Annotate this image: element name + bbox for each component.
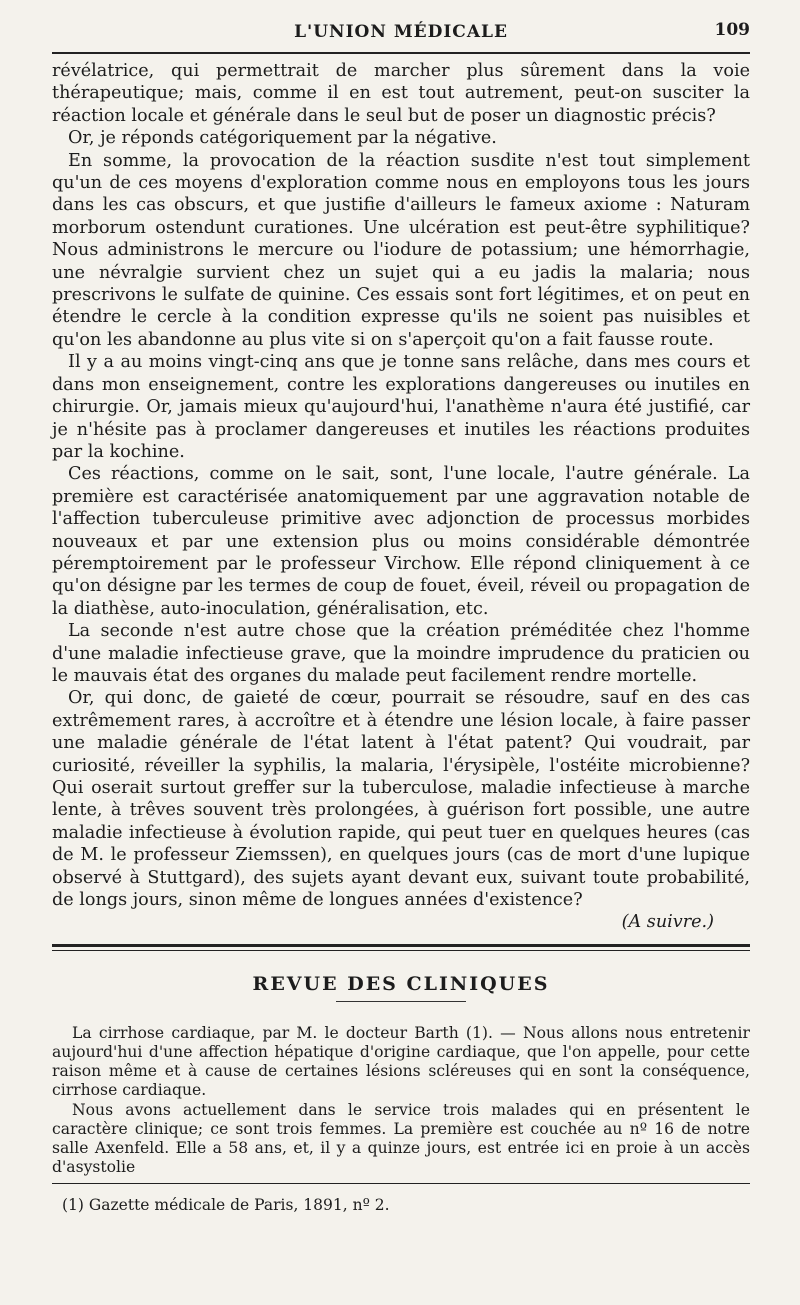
- to-follow-note: (A suivre.): [621, 912, 714, 933]
- paragraph: Il y a au moins vingt-cinq ans que je tonne sans relâche, dans mes cours et dans mon enseignement, contre les explorations dangereuses ou inutiles en chirurgie. Or, jamais mieux qu'aujourd'hui, l'anathème n'aura été justifié, car je n'hésite pas à proclamer dangereuses et inutiles les réactions produites par la kochine.: [52, 352, 750, 462]
- journal-title: L'UNION MÉDICALE: [294, 22, 508, 42]
- clinic-paragraph: Nous avons actuellement dans le service trois malades qui en présentent le caractère clinique; ce sont trois femmes. La première est couchée au nº 16 de notre salle Axenfeld. Elle a 58 ans, et, il y a quinze jours, est entrée ici en proie à un accès d'asystolie: [52, 1100, 750, 1177]
- running-head: [52, 0, 750, 52]
- clinic-paragraph: La cirrhose cardiaque, par M. le docteur Barth (1). — Nous allons nous entretenir aujourd'hui d'une affection hépatique d'origine cardiaque, que l'on appelle, pour cette raison même et à cause de certaines lésions scléreuses qui en sont la conséquence, cirrhose cardiaque.: [52, 1023, 750, 1100]
- header-rule: [52, 52, 750, 54]
- section-title-rule: [336, 1001, 466, 1002]
- paragraph: révélatrice, qui permettrait de marcher plus sûrement dans la voie thérapeutique; mais, comme il en est tout autrement, peut-on susciter la réaction locale et générale dans le seul but de poser un diagnostic précis?: [52, 61, 750, 126]
- paragraph: Or, je réponds catégoriquement par la négative.: [68, 128, 497, 149]
- paragraph: Ces réactions, comme on le sait, sont, l'une locale, l'autre générale. La première est caractérisée anatomiquement par une aggravation notable de l'affection tuberculeuse primitive avec adjonction de processus morbides nouveaux et par une extension plus ou moins considérable démontrée péremptoirement par le professeur Virchow. Elle répond cliniquement à ce qu'on désigne par les termes de coup de fouet, éveil, réveil ou propagation de la diathèse, auto-inoculation, généralisation, etc.: [52, 464, 750, 619]
- paragraph: En somme, la provocation de la réaction susdite n'est tout simplement qu'un de ces moyens d'exploration comme nous en employons tous les jours dans les cas obscurs, et que justifie d'ailleurs le fameux axiome : Naturam morborum ostendunt curationes. Une ulcération est peut-être syphilitique? Nous administrons le mercure ou l'iodure de potassium; une hémorrhagie, une névralgie survient chez un sujet qui a eu jadis la malaria; nous prescrivons le sulfate de quinine. Ces essais sont fort légitimes, et on peut en étendre le cercle à la condition expresse qu'ils ne soient pas nuisibles et qu'on les abandonne au plus vite si on s'aperçoit qu'on a fait fausse route.: [52, 150, 750, 350]
- section-title: REVUE DES CLINIQUES: [252, 972, 550, 995]
- section-divider: [52, 944, 750, 951]
- paragraph: La seconde n'est autre chose que la création préméditée chez l'homme d'une maladie infectieuse grave, que la moindre imprudence du praticien ou le mauvais état des organes du malade peut facilement rendre mortelle.: [52, 621, 750, 686]
- page-number: 109: [714, 20, 750, 40]
- clinic-article: [52, 1024, 750, 1178]
- paragraph: Or, qui donc, de gaieté de cœur, pourrait se résoudre, sauf en des cas extrêmement rares, à accroître et à étendre une lésion locale, à faire passer une maladie générale de l'état latent à l'état patent? Qui voudrait, par curiosité, réveiller la syphilis, la malaria, l'érysipèle, l'ostéite microbienne? Qui oserait surtout greffer sur la tuberculose, maladie infectieuse à marche lente, à trêves souvent très prolongées, à guérison fort possible, une autre maladie infectieuse à évolution rapide, qui peut tuer en quelques heures (cas de M. le professeur Ziemssen), en quelques jours (cas de mort d'une lupique observé à Stuttgard), des sujets ayant devant eux, suivant toute probabilité, de longs jours, sinon même de longues années d'existence?: [52, 688, 750, 911]
- article-body: [52, 60, 750, 934]
- footnote: (1) Gazette médicale de Paris, 1891, nº 2.: [62, 1196, 390, 1215]
- footnote-rule: [52, 1183, 750, 1184]
